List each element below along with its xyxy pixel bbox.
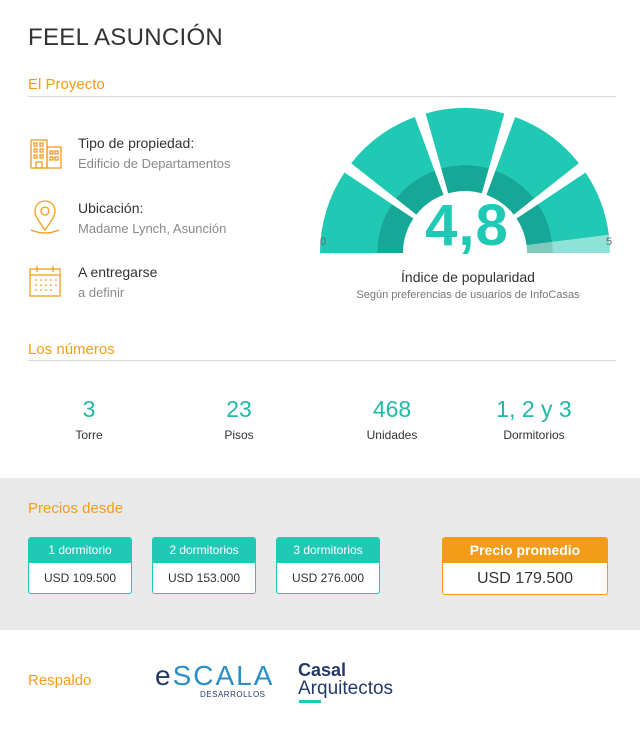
location-value: Madame Lynch, Asunción: [78, 221, 227, 236]
popularity-subtitle: Según preferencias de usuarios de InfoCasas: [356, 289, 580, 301]
casal-logo: [298, 660, 428, 704]
price-card-2-bedrooms: [152, 537, 256, 594]
page-title: FEEL ASUNCIÓN: [28, 24, 224, 51]
calendar-icon: [28, 264, 64, 300]
price-card-3-bedrooms: [276, 537, 380, 594]
popularity-title: Índice de popularidad: [401, 269, 535, 285]
gauge-segment-outer: [426, 108, 505, 168]
casal-logo-line2: Arquitectos: [298, 678, 394, 699]
stat-value: 23: [226, 396, 252, 422]
location-label: Ubicación:: [78, 200, 144, 216]
property-type-value: Edificio de Departamentos: [78, 156, 231, 171]
stat-floors: [169, 396, 309, 442]
stat-value: 1, 2 y 3: [496, 396, 572, 422]
average-price-card: [442, 537, 608, 595]
gauge-max-label: 5: [606, 236, 613, 248]
property-type-label: Tipo de propiedad:: [78, 135, 195, 151]
price-card-label: 2 dormitorios: [153, 538, 255, 563]
location-pin-icon: [28, 200, 64, 236]
delivery: [28, 264, 308, 314]
casal-logo-line1: Casal: [298, 660, 347, 680]
divider: [28, 360, 616, 361]
prices-section: [0, 478, 640, 630]
price-card-label: 1 dormitorio: [29, 538, 131, 563]
stat-value: 468: [372, 396, 412, 422]
divider: [28, 96, 616, 97]
price-card-value: USD 109.500: [43, 571, 117, 585]
section-heading-backing: Respaldo: [28, 672, 92, 689]
property-type: [28, 135, 308, 185]
delivery-value: a definir: [78, 285, 125, 300]
section-heading-project: El Proyecto: [28, 76, 105, 93]
stat-bedrooms: [464, 396, 604, 442]
gauge-segment-inner: [441, 165, 489, 193]
escala-logo-initial: e: [155, 660, 173, 691]
location: [28, 200, 308, 250]
building-icon: [28, 135, 64, 171]
stat-value: 3: [82, 396, 96, 422]
stat-caption: Pisos: [224, 428, 254, 442]
popularity-score: 4,8: [425, 193, 509, 258]
stat-units: [322, 396, 462, 442]
section-heading-prices: Precios desde: [28, 500, 124, 517]
delivery-label: A entregarse: [78, 264, 158, 280]
price-card-value: USD 153.000: [167, 571, 241, 585]
stat-caption: Dormitorios: [503, 428, 565, 442]
stat-caption: Unidades: [366, 428, 418, 442]
average-price-label: Precio promedio: [443, 538, 607, 563]
escala-logo-sub: DESARROLLOS: [200, 690, 266, 699]
section-heading-numbers: Los números: [28, 341, 115, 358]
price-card-1-bedroom: [28, 537, 132, 594]
average-price-value: USD 179.500: [476, 570, 574, 587]
escala-logo-rest: SCALA: [172, 660, 275, 691]
price-card-label: 3 dormitorios: [277, 538, 379, 563]
stat-caption: Torre: [75, 428, 103, 442]
casal-logo-bar: [299, 700, 321, 703]
price-card-value: USD 276.000: [291, 571, 365, 585]
escala-logo: [155, 660, 275, 704]
stat-towers: [19, 396, 159, 442]
gauge-min-label: 0: [320, 236, 327, 248]
